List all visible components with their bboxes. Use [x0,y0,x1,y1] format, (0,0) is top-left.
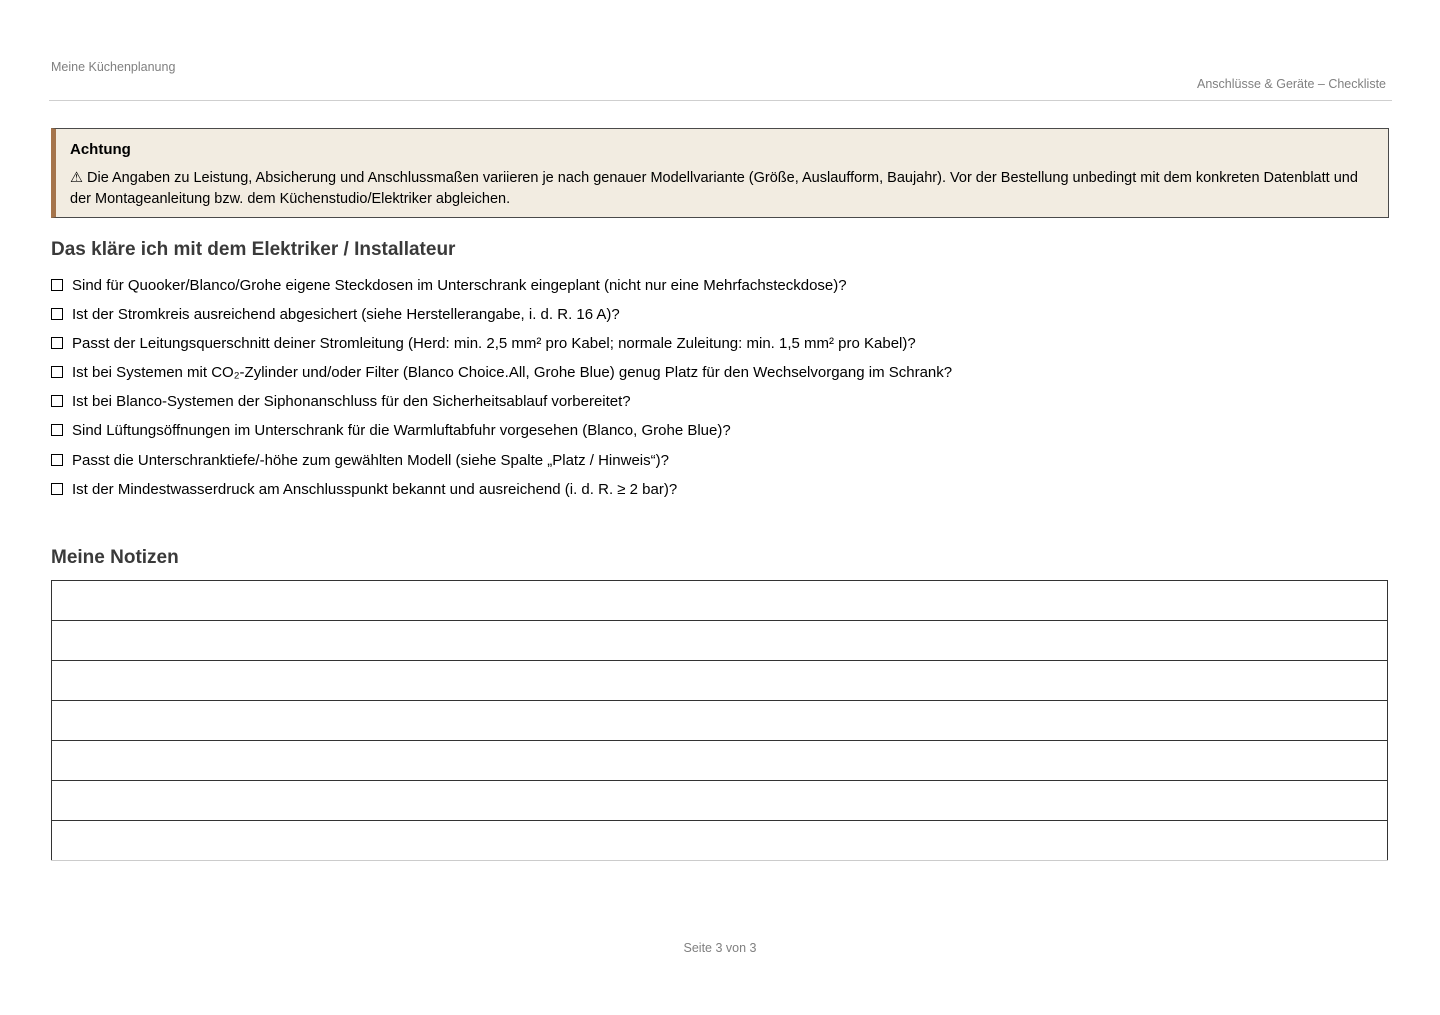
checklist-item [51,362,952,391]
checklist-item-label: Sind für Quooker/Blanco/Grohe eigene Steckdosen im Unterschrank eingeplant (nicht nur eine Mehrfachsteckdose)? [72,277,847,294]
notice-title: Achtung [70,141,131,158]
checkbox[interactable] [51,308,63,320]
notes-cell[interactable] [52,661,1388,701]
notes-row [52,661,1388,701]
notes-cell[interactable] [52,701,1388,741]
checklist-item [51,391,952,420]
notes-row [52,821,1388,861]
checklist-item-label: Ist der Mindestwasserdruck am Anschlusspunkt bekannt und ausreichend (i. d. R. ≥ 2 bar)? [72,480,678,498]
document-header-subtitle: Anschlüsse & Geräte – Checkliste [1197,77,1386,91]
notes-cell[interactable] [52,821,1388,861]
notes-row [52,781,1388,821]
page-number: Seite 3 von 3 [683,941,757,955]
checklist-item-label: Ist der Stromkreis ausreichend abgesichert (siehe Herstellerangabe, i. d. R. 16 A)? [72,306,620,324]
notes-row [52,701,1388,741]
checklist-item-label: Ist bei Systemen mit CO₂-Zylinder und/oder Filter (Blanco Choice.All, Grohe Blue) genug Platz für den Wechselvorgang im Schrank? [72,364,953,382]
checklist-item-label: Ist bei Blanco-Systemen der Siphonanschluss für den Sicherheitsablauf vorbereitet? [72,393,631,411]
notes-cell[interactable] [52,741,1388,781]
notes-row [52,621,1388,661]
notes-cell[interactable] [52,581,1388,621]
checkbox[interactable] [51,337,63,349]
checkbox[interactable] [51,279,63,291]
notes-row [52,741,1388,781]
checkbox[interactable] [51,366,63,378]
warning-notice [51,128,1389,218]
checklist-item [51,420,952,449]
notes-row [52,581,1388,621]
notes-cell[interactable] [52,621,1388,661]
checkbox[interactable] [51,395,63,407]
notes-table [51,580,1388,861]
checkbox[interactable] [51,483,63,495]
checklist [51,275,952,508]
notice-text: ⚠ Die Angaben zu Leistung, Absicherung und Anschlussmaßen variieren je nach genauer Modellvariante (Größe, Auslaufform, Baujahr). Vor der Bestellung unbedingt mit dem konkreten Datenblatt und der Montageanleitung bzw. dem Küchenstudio/Elektriker abgleichen. [70,170,1358,207]
checklist-item-label: Passt die Unterschranktiefe/-höhe zum gewählten Modell (siehe Spalte „Platz / Hinweis“)? [72,451,669,469]
checklist-title: Das kläre ich mit dem Elektriker / Installateur [51,239,456,260]
notes-cell[interactable] [52,781,1388,821]
checklist-item-label: Sind Lüftungsöffnungen im Unterschrank für die Warmluftabfuhr vorgesehen (Blanco, Grohe Blue)? [72,422,731,440]
checkbox[interactable] [51,454,63,466]
document-header-title: Meine Küchenplanung [51,60,176,74]
checkbox[interactable] [51,424,63,436]
checklist-item [51,450,952,479]
notes-title: Meine Notizen [51,547,179,568]
checklist-item [51,333,952,362]
checklist-item [51,304,952,333]
header-divider [49,100,1392,101]
checklist-item [51,479,952,508]
checklist-item-label: Passt der Leitungsquerschnitt deiner Stromleitung (Herd: min. 2,5 mm² pro Kabel; normale Zuleitung: min. 1,5 mm² pro Kabel)? [72,335,916,353]
checklist-item [51,275,952,304]
